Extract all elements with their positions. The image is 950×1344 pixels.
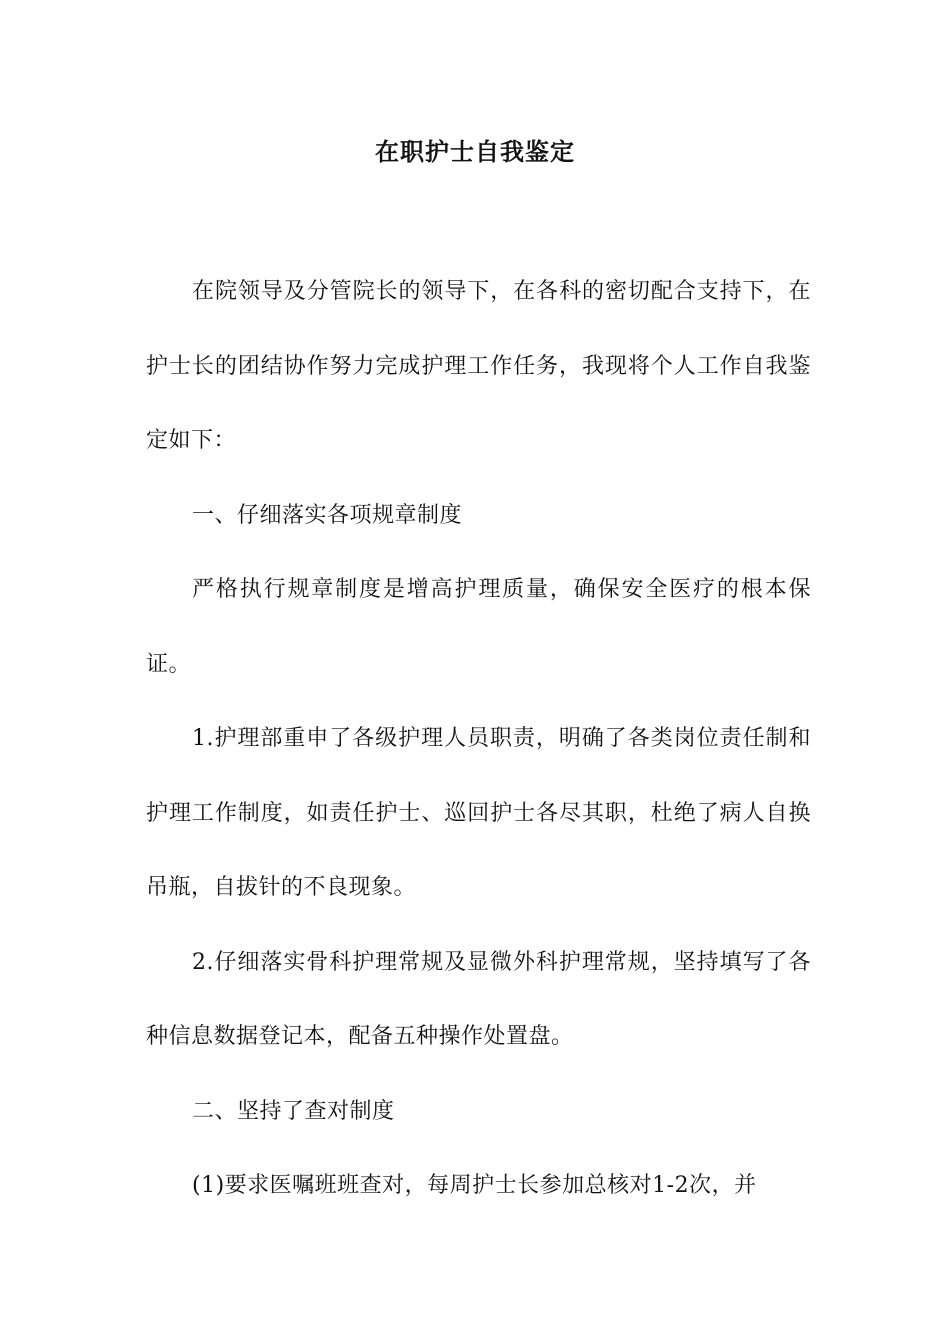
paragraph-intro: 在院领导及分管院长的领导下，在各科的密切配合支持下，在护士长的团结协作努力完成护理工作任务，我现将个人工作自我鉴定如下：: [146, 279, 811, 453]
document-body: [146, 255, 811, 1224]
paragraph-rules: 严格执行规章制度是增高护理质量，确保安全医疗的根本保证。: [146, 577, 811, 677]
paragraph-check-1: (1)要求医嘱班班查对，每周护士长参加总核对1-2次，并: [192, 1173, 757, 1198]
paragraph-item-2: 2.仔细落实骨科护理常规及显微外科护理常规，坚持填写了各种信息数据登记本，配备五种操作处置盘。: [146, 949, 811, 1049]
document-title: 在职护士自我鉴定: [375, 137, 575, 166]
section-heading-2: 二、坚持了查对制度: [192, 1098, 395, 1124]
section-heading-1: 一、仔细落实各项规章制度: [192, 502, 463, 528]
paragraph-item-1: 1.护理部重申了各级护理人员职责，明确了各类岗位责任制和护理工作制度，如责任护士、巡回护士各尽其职，杜绝了病人自换吊瓶，自拔针的不良现象。: [146, 726, 811, 900]
